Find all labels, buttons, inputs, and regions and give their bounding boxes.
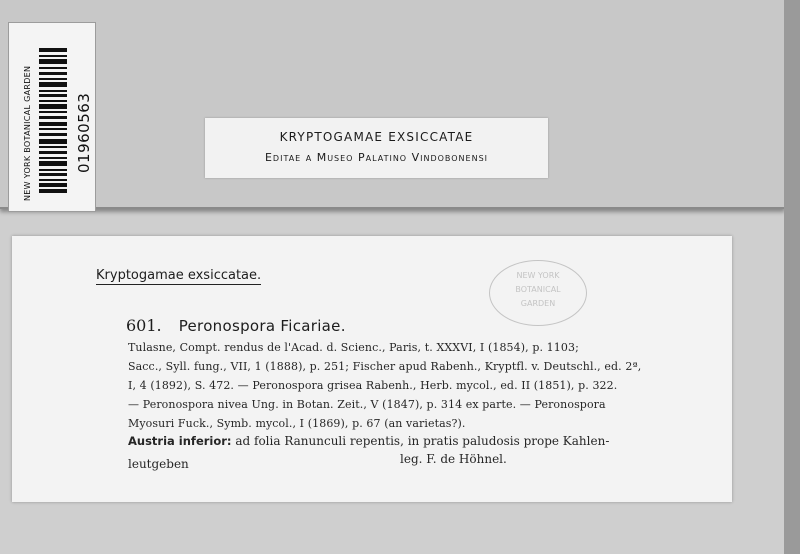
stamp-line: GARDEN [520, 299, 556, 308]
specimen-label [12, 236, 732, 502]
species-name: Peronospora Ficariae. [178, 317, 346, 335]
locality-text: ad folia Ranunculi repentis, in pratis paludosis prope Kahlen- [235, 434, 610, 448]
series-title: Kryptogamae exsiccatae. [96, 268, 262, 283]
header-subtitle: Editae a Museo Palatino Vindobonensi [264, 151, 489, 164]
reference-line: Sacc., Syll. fung., VII, 1 (1888), p. 251; Fischer apud Rabenh., Kryptfl. v. Deutschl., ed. 2ª, [128, 360, 642, 373]
barcode-institution: NEW YORK BOTANICAL GARDEN [23, 65, 32, 201]
packet-edge [784, 0, 800, 554]
exsiccata-number: 601. [126, 316, 162, 335]
stamp-line: NEW YORK [516, 271, 560, 280]
reference-line: — Peronospora nivea Ung. in Botan. Zeit., V (1847), p. 314 ex parte. — Peronospora [128, 398, 606, 411]
barcode-label [8, 22, 96, 212]
references-block [128, 338, 663, 433]
reference-line: I, 4 (1892), S. 472. — Peronospora grisea Rabenh., Herb. mycol., ed. II (1851), p. 322. [128, 379, 618, 392]
herbarium-stamp [489, 260, 587, 326]
locality-line [128, 434, 609, 448]
locality-region: Austria inferior: [128, 434, 232, 448]
reference-line: Myosuri Fuck., Symb. mycol., I (1869), p. 67 (an varietas?). [128, 417, 466, 430]
header-title: KRYPTOGAMAE EXSICCATAE [279, 130, 474, 144]
locality-end: leutgeben [128, 457, 189, 471]
barcode-number: 01960563 [75, 92, 93, 173]
collection-header-label [205, 118, 548, 178]
collector: leg. F. de Höhnel. [400, 452, 507, 466]
species-heading [126, 316, 346, 335]
barcode-bars [39, 48, 67, 193]
reference-line: Tulasne, Compt. rendus de l'Acad. d. Scienc., Paris, t. XXXVI, I (1854), p. 1103; [128, 341, 579, 354]
stamp-line: BOTANICAL [515, 285, 561, 294]
